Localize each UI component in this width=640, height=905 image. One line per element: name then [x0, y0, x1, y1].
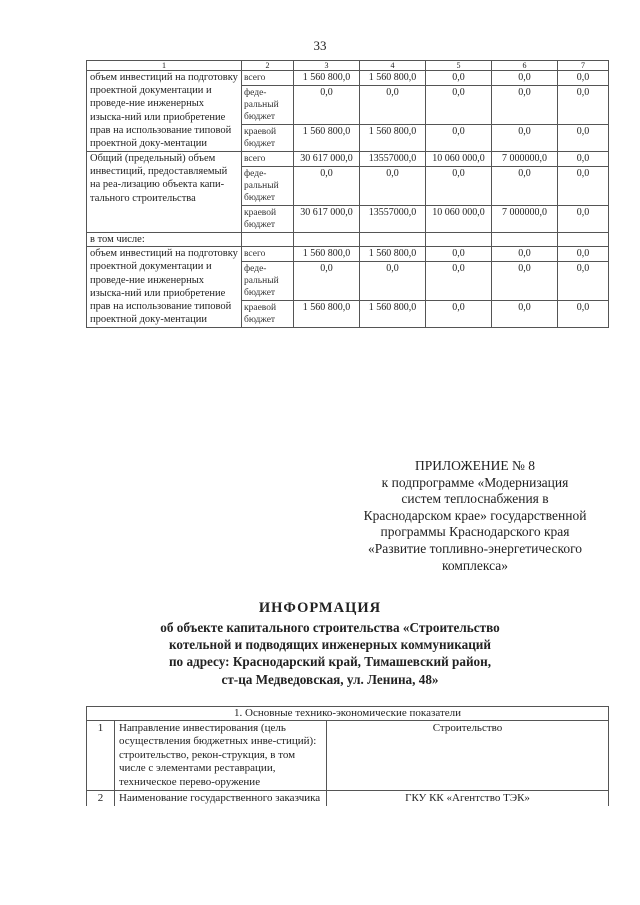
value-cell: 0,0: [492, 86, 558, 125]
value-cell: 0,0: [558, 86, 609, 125]
column-header: 1: [87, 61, 242, 71]
funding-source: краевой бюджет: [242, 301, 294, 328]
value-cell: 0,0: [492, 247, 558, 262]
value-cell: 0,0: [294, 86, 360, 125]
value-cell: 0,0: [294, 167, 360, 206]
appendix-block: [340, 458, 610, 574]
value-cell: 0,0: [492, 301, 558, 328]
value-cell: 0,0: [558, 262, 609, 301]
value-cell: 13557000,0: [360, 152, 426, 167]
value-cell: 0,0: [426, 125, 492, 152]
column-header: 5: [426, 61, 492, 71]
indicator-value: ГКУ КК «Агентство ТЭК»: [327, 791, 609, 807]
value-cell: 1 560 800,0: [360, 71, 426, 86]
funding-source: краевой бюджет: [242, 206, 294, 233]
value-cell: 1 560 800,0: [294, 247, 360, 262]
row-number: 2: [87, 791, 115, 807]
value-cell: 10 060 000,0: [426, 206, 492, 233]
page-number: 33: [313, 38, 327, 53]
group-label: объем инвестиций на подготовку проектной документации и проведе-ние инженерных изыска-ний или приобретение прав на использование типовой проектной доку-ментации: [87, 247, 242, 328]
value-cell: 0,0: [558, 167, 609, 206]
table-row: [87, 152, 609, 167]
value-cell: 1 560 800,0: [360, 301, 426, 328]
column-header: 2: [242, 61, 294, 71]
value-cell: 30 617 000,0: [294, 206, 360, 233]
info-title: ИНФОРМАЦИЯ: [258, 600, 382, 616]
row-number: 1: [87, 721, 115, 791]
appendix-line: «Развитие топливно-энергетического: [367, 540, 583, 556]
info-subtitle: [100, 619, 560, 688]
value-cell: 0,0: [492, 167, 558, 206]
value-cell: 0,0: [492, 71, 558, 86]
value-cell: 0,0: [360, 86, 426, 125]
appendix-line: ПРИЛОЖЕНИЕ № 8: [414, 458, 536, 473]
funding-source: краевой бюджет: [242, 125, 294, 152]
appendix-line: к подпрограмме «Модернизация: [381, 474, 569, 490]
investment-table: [86, 60, 609, 328]
value-cell: 0,0: [426, 71, 492, 86]
value-cell: 0,0: [558, 247, 609, 262]
indicator-name: Направление инвестирования (цель осуществления бюджетных инве-стиций): строительство, рекон-струкция, в том числе с элементами реставрации, техническое перево-оружение: [115, 721, 327, 791]
value-cell: 0,0: [426, 301, 492, 328]
section-row: [87, 707, 609, 721]
value-cell: 0,0: [558, 301, 609, 328]
table-row: [87, 233, 609, 247]
column-header: 4: [360, 61, 426, 71]
value-cell: 0,0: [360, 262, 426, 301]
column-header: 3: [294, 61, 360, 71]
table-row: [87, 791, 609, 807]
table-row: [87, 71, 609, 86]
value-cell: 1 560 800,0: [294, 125, 360, 152]
appendix-line: Краснодарском крае» государственной: [363, 507, 587, 523]
funding-source: всего: [242, 247, 294, 262]
appendix-line: программы Краснодарского края: [380, 524, 570, 540]
value-cell: 0,0: [558, 206, 609, 233]
indicator-name: Наименование государственного заказчика: [115, 791, 327, 807]
table-row: [87, 247, 609, 262]
value-cell: 1 560 800,0: [360, 125, 426, 152]
value-cell: 0,0: [492, 125, 558, 152]
funding-source: феде-ральный бюджет: [242, 262, 294, 301]
subtitle-line: котельной и подводящих инженерных коммуникаций: [168, 637, 491, 653]
table-row: [87, 721, 609, 791]
indicator-value: Строительство: [327, 721, 609, 791]
subtitle-line: по адресу: Краснодарский край, Тимашевский район,: [168, 654, 492, 670]
including-heading: в том числе:: [87, 233, 242, 247]
value-cell: 10 060 000,0: [426, 152, 492, 167]
funding-source: всего: [242, 152, 294, 167]
column-header: 6: [492, 61, 558, 71]
value-cell: 0,0: [426, 86, 492, 125]
funding-source: феде-ральный бюджет: [242, 86, 294, 125]
value-cell: 0,0: [558, 71, 609, 86]
value-cell: 0,0: [294, 262, 360, 301]
subtitle-line: ст-ца Медведовская, ул. Ленина, 48»: [221, 671, 439, 687]
appendix-line: комплекса»: [442, 557, 508, 573]
appendix-line: систем теплоснабжения в: [401, 491, 549, 507]
value-cell: 0,0: [492, 262, 558, 301]
value-cell: 1 560 800,0: [360, 247, 426, 262]
funding-source: феде-ральный бюджет: [242, 167, 294, 206]
value-cell: 0,0: [426, 247, 492, 262]
value-cell: 7 000000,0: [492, 152, 558, 167]
indicators-table: [86, 706, 609, 806]
value-cell: 0,0: [558, 152, 609, 167]
subtitle-line: об объекте капитального строительства «Строительство: [160, 620, 500, 635]
column-header: 7: [558, 61, 609, 71]
group-label: объем инвестиций на подготовку проектной документации и проведе-ние инженерных изыска-ний или приобретение прав на использование типовой проектной доку-ментации: [87, 71, 242, 152]
value-cell: 0,0: [426, 262, 492, 301]
value-cell: 1 560 800,0: [294, 71, 360, 86]
group-label: Общий (предельный) объем инвестиций, предоставляемый на реа-лизацию объекта капи-тального строительства: [87, 152, 242, 233]
value-cell: 0,0: [558, 125, 609, 152]
funding-source: всего: [242, 71, 294, 86]
value-cell: 30 617 000,0: [294, 152, 360, 167]
value-cell: 0,0: [426, 167, 492, 206]
value-cell: 7 000000,0: [492, 206, 558, 233]
value-cell: 13557000,0: [360, 206, 426, 233]
section-heading: 1. Основные технико-экономические показатели: [87, 707, 609, 721]
value-cell: 1 560 800,0: [294, 301, 360, 328]
value-cell: 0,0: [360, 167, 426, 206]
column-numbers-row: [87, 61, 609, 71]
